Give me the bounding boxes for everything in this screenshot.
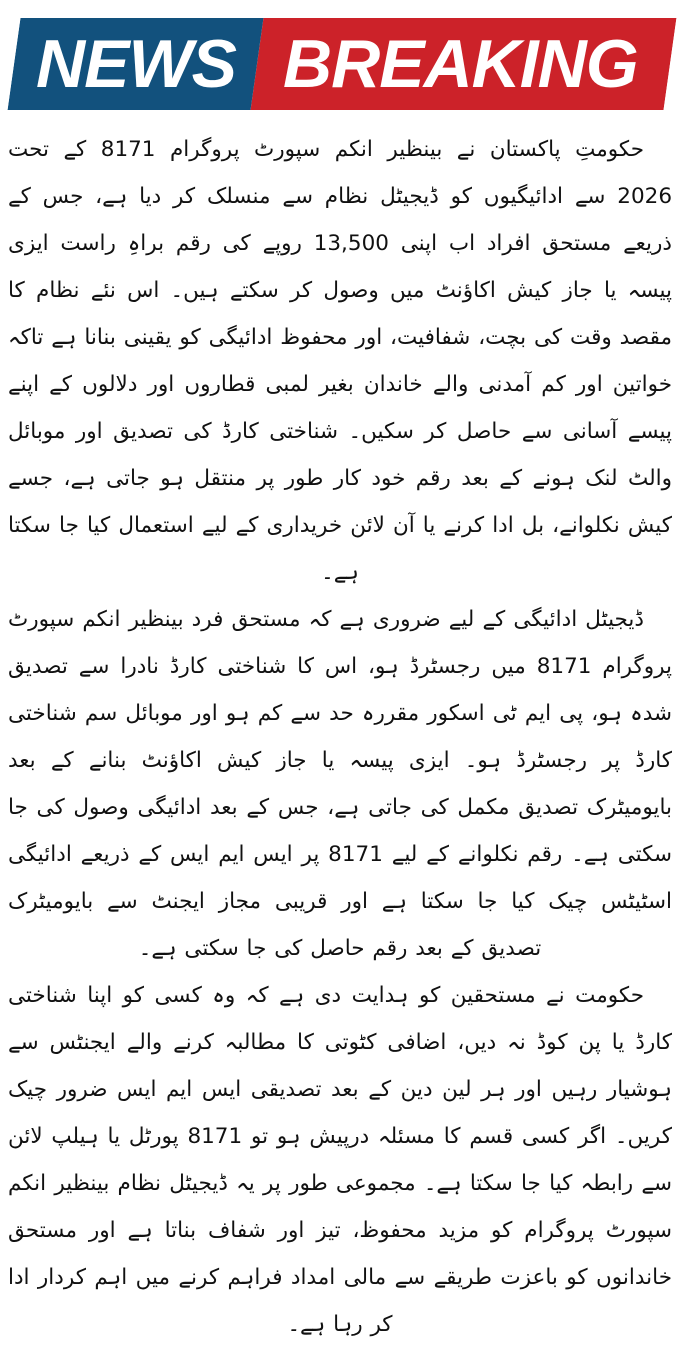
banner-red-panel (251, 18, 677, 110)
banner-shape (8, 18, 677, 110)
article-paragraph-2: ڈیجیٹل ادائیگی کے لیے ضروری ہے کہ مستحق فرد بینظیر انکم سپورٹ پروگرام 8171 میں رجسٹرڈ ہو، اس کا شناختی کارڈ نادرا سے تصدیق شدہ ہو، پی ایم ٹی اسکور مقررہ حد سے کم ہو اور موبائل سم شناختی کارڈ پر رجسٹرڈ ہو۔ ایزی پیسہ یا جاز کیش اکاؤنٹ بنانے کے بعد بایومیٹرک تصدیق مکمل کی جاتی ہے، جس کے بعد ادائیگی وصول کی جا سکتی ہے۔ رقم نکلوانے کے لیے 8171 پر ایس ایم ایس کے ذریعے ادائیگی اسٹیٹس چیک کیا جا سکتا ہے اور قریبی مجاز ایجنٹ سے بایومیٹرک تصدیق کے بعد رقم حاصل کی جا سکتی ہے۔ (8, 607, 673, 961)
banner-word-breaking: BREAKING (283, 26, 638, 102)
article-paragraph-1: حکومتِ پاکستان نے بینظیر انکم سپورٹ پروگرام 8171 کے تحت 2026 سے ادائیگیوں کو ڈیجیٹل نظام سے منسلک کر دیا ہے، جس کے ذریعے مستحق افراد اب اپنی 13,500 روپے کی رقم براہِ راست ایزی پیسہ یا جاز کیش اکاؤنٹ میں وصول کر سکتے ہیں۔ اس نئے نظام کا مقصد وقت کی بچت، شفافیت، اور محفوظ ادائیگی کو یقینی بنانا ہے تاکہ خواتین اور کم آمدنی والے خاندان بغیر لمبی قطاروں اور دلالوں کے اپنے پیسے آسانی سے حاصل کر سکیں۔ شناختی کارڈ کی تصدیق اور موبائل والٹ لنک ہونے کے بعد رقم خود کار طور پر منتقل ہو جاتی ہے، جسے کیش نکلوانے، بل ادا کرنے یا آن لائن خریداری کے لیے استعمال کیا جا سکتا ہے۔ (8, 137, 672, 585)
article-body (0, 126, 683, 1348)
breaking-news-banner (0, 0, 683, 128)
banner-blue-panel (8, 18, 264, 110)
article-paragraph-3: حکومت نے مستحقین کو ہدایت دی ہے کہ وہ کسی کو اپنا شناختی کارڈ یا پن کوڈ نہ دیں، اضافی کٹوتی کا مطالبہ کرنے والے ایجنٹس سے ہوشیار رہیں اور ہر لین دین کے بعد تصدیقی ایس ایم ایس ضرور چیک کریں۔ اگر کسی قسم کا مسئلہ درپیش ہو تو 8171 پورٹل یا ہیلپ لائن سے رابطہ کیا جا سکتا ہے۔ مجموعی طور پر یہ ڈیجیٹل نظام بینظیر انکم سپورٹ پروگرام کو مزید محفوظ، تیز اور شفاف بناتا ہے اور مستحق خاندانوں کو باعزت طریقے سے مالی امداد فراہم کرنے میں اہم کردار ادا کر رہا ہے۔ (8, 983, 672, 1337)
banner-word-news: NEWS (36, 26, 236, 102)
